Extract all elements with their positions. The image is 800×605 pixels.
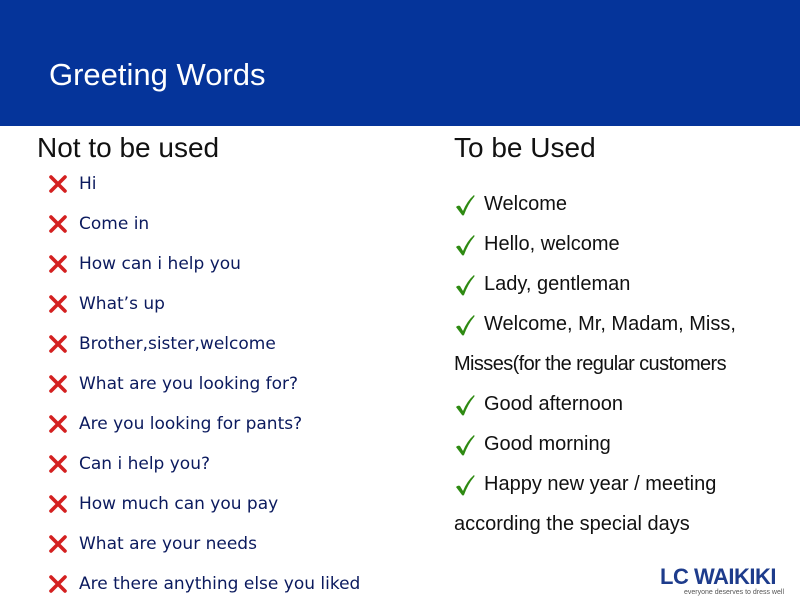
checkmark-icon [454,193,476,217]
cross-icon [48,214,68,234]
to-be-used-item [454,265,794,305]
checkmark-icon [454,393,476,417]
to-be-used-item-label: Misses(for the regular customers [454,353,727,375]
cross-icon [48,294,68,314]
not-used-item-label: Are there anything else you liked [79,574,361,594]
not-used-item-label: Can i help you? [79,454,211,474]
not-used-item-label: What are your needs [79,534,257,554]
cross-icon [48,334,68,354]
checkmark-icon [454,273,476,297]
not-used-item [44,365,404,405]
to-be-used-item-label: Hello, welcome [484,233,620,255]
not-used-item [44,405,404,445]
to-be-used-item-label: Welcome, Mr, Madam, Miss, [484,313,736,335]
not-used-item-label: What’s up [79,294,165,314]
not-used-item-label: Hi [79,174,97,194]
checkmark-icon [454,313,476,337]
not-used-list [44,165,404,605]
not-used-item-label: How much can you pay [79,494,279,514]
cross-icon [48,534,68,554]
cross-icon [48,174,68,194]
cross-icon [48,494,68,514]
title-banner [0,0,800,126]
not-used-item [44,205,404,245]
to-be-used-item [454,185,794,225]
logo-wordmark: LC WAIKIKI [660,564,776,589]
not-used-item [44,525,404,565]
cross-icon [48,574,68,594]
to-be-used-item [454,385,794,425]
not-used-item [44,245,404,285]
to-be-used-item-label: according the special days [454,513,690,535]
to-be-used-item-continuation [454,345,794,385]
not-used-item-label: Brother,sister,welcome [79,334,276,354]
not-used-item [44,285,404,325]
cross-icon [48,374,68,394]
checkmark-icon [454,473,476,497]
not-used-item-label: Are you looking for pants? [79,414,303,434]
to-be-used-item-label: Good afternoon [484,393,623,415]
cross-icon [48,414,68,434]
not-used-item [44,165,404,205]
not-used-item-label: Come in [79,214,150,234]
not-used-item [44,565,404,605]
to-be-used-item [454,425,794,465]
not-used-item-label: What are you looking for? [79,374,299,394]
to-be-used-item-label: Lady, gentleman [484,273,631,295]
to-be-used-item [454,305,794,345]
to-be-used-item-label: Good morning [484,433,611,455]
cross-icon [48,254,68,274]
to-be-used-list [454,185,794,545]
brand-logo [660,566,786,596]
to-be-used-item [454,465,794,505]
not-used-item [44,445,404,485]
checkmark-icon [454,233,476,257]
to-be-used-heading: To be Used [454,132,596,163]
slide-title: Greeting Words [49,57,266,92]
to-be-used-item [454,225,794,265]
not-used-item [44,325,404,365]
to-be-used-item-label: Happy new year / meeting [484,473,717,495]
logo-tagline: everyone deserves to dress well [684,589,784,596]
not-used-item-label: How can i help you [79,254,241,274]
not-used-item [44,485,404,525]
cross-icon [48,454,68,474]
checkmark-icon [454,433,476,457]
to-be-used-item-label: Welcome [484,193,567,215]
to-be-used-item-continuation [454,505,794,545]
not-used-heading: Not to be used [37,132,220,163]
